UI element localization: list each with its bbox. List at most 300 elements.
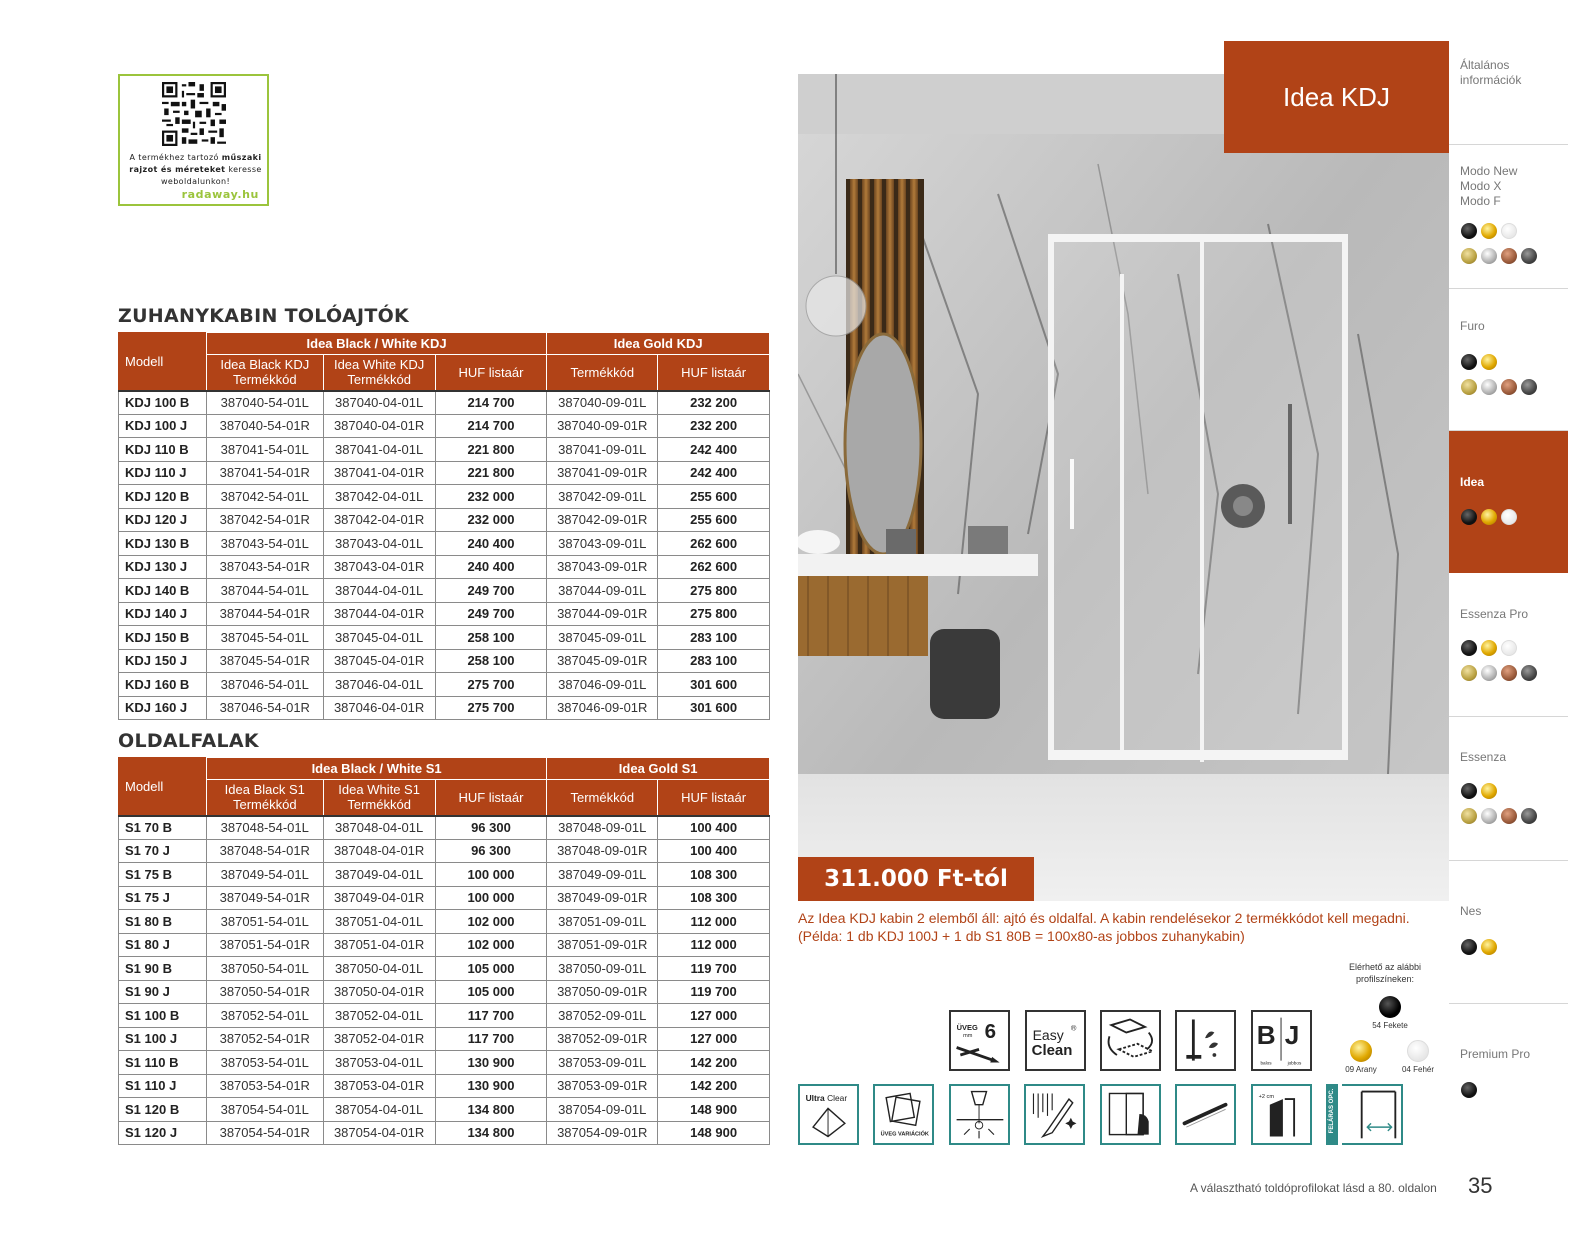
price-cell: 105 000: [435, 980, 547, 1004]
group-header-gold: Idea Gold KDJ: [547, 333, 770, 355]
table-row: [119, 933, 770, 957]
price-cell: 102 000: [435, 933, 547, 957]
svg-text:Clean: Clean: [1031, 1041, 1073, 1059]
gold-code-cell: 387045-09-01R: [547, 649, 658, 673]
left-right-version-icon: [1251, 1010, 1312, 1071]
black-code-cell: 387050-54-01L: [206, 957, 323, 981]
doors-table-body: [119, 391, 770, 720]
white-code-cell: 387053-04-01L: [323, 1051, 435, 1075]
table-row: [119, 886, 770, 910]
extension-profile-icon: [1251, 1084, 1312, 1145]
laser-cut-icon: [949, 1084, 1010, 1145]
table-row: [119, 863, 770, 887]
black-code-cell: 387050-54-01R: [206, 980, 323, 1004]
model-cell: KDJ 130 J: [119, 555, 207, 579]
white-code-cell: 387054-04-01L: [323, 1098, 435, 1122]
svg-text:B: B: [1256, 1019, 1276, 1050]
gold-price-cell: 255 600: [658, 508, 770, 532]
doors-price-table: [118, 332, 770, 720]
model-cell: S1 90 J: [119, 980, 207, 1004]
model-cell: KDJ 150 B: [119, 626, 207, 650]
white-code-cell: 387043-04-01R: [323, 555, 435, 579]
black-code-cell: 387045-54-01L: [206, 626, 323, 650]
swatch-silver-icon: [1481, 665, 1497, 681]
group-header-black-white: Idea Black / White KDJ: [206, 333, 546, 355]
swatch-brushed-gold-icon: [1461, 248, 1477, 264]
svg-text:6: 6: [984, 1020, 997, 1044]
model-cell: S1 70 B: [119, 816, 207, 840]
qr-code-icon[interactable]: [162, 82, 226, 146]
gold-price-cell: 283 100: [658, 626, 770, 650]
swatch-gold-icon: [1481, 640, 1497, 656]
qr-caption: A termékhez tartozó műszaki rajzot és méreteket keresse weboldalunkon!: [129, 153, 262, 186]
col-header-gold-code: Termékkód: [547, 780, 658, 816]
table-row: [119, 532, 770, 556]
gold-code-cell: 387043-09-01R: [547, 555, 658, 579]
model-cell: S1 100 J: [119, 1027, 207, 1051]
svg-text:balos: balos: [1260, 1060, 1272, 1066]
gold-price-cell: 275 800: [658, 579, 770, 603]
group-header-black-white: Idea Black / White S1: [206, 758, 546, 780]
gold-code-cell: 387053-09-01R: [547, 1074, 658, 1098]
gold-price-cell: 112 000: [658, 933, 770, 957]
gold-price-cell: 142 200: [658, 1051, 770, 1075]
swatch-brushed-gold-icon: [1461, 665, 1477, 681]
gold-code-cell: 387054-09-01R: [547, 1121, 658, 1145]
swatch-copper-icon: [1501, 379, 1517, 395]
white-code-cell: 387048-04-01R: [323, 839, 435, 863]
swatch-copper-icon: [1501, 248, 1517, 264]
svg-text:J: J: [1284, 1019, 1300, 1050]
gold-code-cell: 387040-09-01L: [547, 391, 658, 415]
price-cell: 96 300: [435, 816, 547, 840]
model-cell: KDJ 160 J: [119, 696, 207, 720]
col-header-gold-price: HUF listaár: [658, 355, 770, 391]
model-cell: S1 90 B: [119, 957, 207, 981]
col-header-price: HUF listaár: [435, 780, 547, 816]
col-header-black-code: Idea Black KDJ Termékkód: [206, 355, 323, 391]
gold-price-cell: 301 600: [658, 696, 770, 720]
model-cell: S1 75 J: [119, 886, 207, 910]
price-cell: 221 800: [435, 461, 547, 485]
gold-code-cell: 387041-09-01R: [547, 461, 658, 485]
model-cell: KDJ 110 B: [119, 438, 207, 462]
availability-title: Elérhető az alábbi profilszíneken:: [1348, 962, 1422, 984]
price-cell: 134 800: [435, 1098, 547, 1122]
gold-code-cell: 387051-09-01R: [547, 933, 658, 957]
swatch-gold-icon: [1481, 783, 1497, 799]
gold-price-cell: 127 000: [658, 1027, 770, 1051]
gold-price-cell: 148 900: [658, 1098, 770, 1122]
price-from-badge: 311.000 Ft-tól: [798, 857, 1034, 901]
svg-text:Clear: Clear: [827, 1092, 848, 1103]
sidebar-item-label: Nes: [1460, 904, 1482, 918]
profile-gold-label: 09 Arany: [1345, 1065, 1377, 1074]
swatch-black-icon: [1461, 640, 1477, 656]
svg-text:ÜVEG VARIÁCIÓK: ÜVEG VARIÁCIÓK: [880, 1131, 929, 1138]
table-row: [119, 555, 770, 579]
glass-thickness-icon: [949, 1010, 1010, 1071]
profile-black-icon: [1379, 996, 1401, 1018]
svg-text:Ultra: Ultra: [805, 1092, 825, 1103]
white-code-cell: 387049-04-01L: [323, 863, 435, 887]
model-cell: S1 80 J: [119, 933, 207, 957]
gold-code-cell: 387045-09-01L: [547, 626, 658, 650]
group-header-gold: Idea Gold S1: [547, 758, 770, 780]
price-cell: 275 700: [435, 696, 547, 720]
gold-price-cell: 148 900: [658, 1121, 770, 1145]
ultra-clear-glass-icon: [798, 1084, 859, 1145]
order-note-line2: (Példa: 1 db KDJ 100J + 1 db S1 80B = 100x80-as jobbos zuhanykabin): [798, 928, 1245, 944]
model-cell: KDJ 140 B: [119, 579, 207, 603]
series-sidebar: [1449, 41, 1568, 1141]
model-cell: S1 110 J: [119, 1074, 207, 1098]
white-code-cell: 387054-04-01R: [323, 1121, 435, 1145]
sidebar-item-label: Premium Pro: [1460, 1047, 1531, 1061]
sidebar-item-label: Essenza Pro: [1460, 607, 1529, 621]
gold-code-cell: 387050-09-01R: [547, 980, 658, 1004]
black-code-cell: 387040-54-01L: [206, 391, 323, 415]
swatch-gunmetal-icon: [1521, 248, 1537, 264]
white-code-cell: 387052-04-01L: [323, 1004, 435, 1028]
swatch-copper-icon: [1501, 665, 1517, 681]
model-cell: KDJ 130 B: [119, 532, 207, 556]
reversible-icon: [1100, 1010, 1161, 1071]
gold-price-cell: 100 400: [658, 839, 770, 863]
table-row: [119, 1098, 770, 1122]
gold-price-cell: 242 400: [658, 461, 770, 485]
model-cell: S1 120 J: [119, 1121, 207, 1145]
table-row: [119, 696, 770, 720]
gold-price-cell: 301 600: [658, 673, 770, 697]
gold-code-cell: 387052-09-01R: [547, 1027, 658, 1051]
col-header-gold-price: HUF listaár: [658, 780, 770, 816]
model-cell: S1 100 B: [119, 1004, 207, 1028]
swatch-black-icon: [1461, 1082, 1477, 1098]
white-code-cell: 387042-04-01L: [323, 485, 435, 509]
price-cell: 221 800: [435, 438, 547, 462]
gold-price-cell: 142 200: [658, 1074, 770, 1098]
sidebar-item-furo[interactable]: [1449, 289, 1568, 431]
swatch-silver-icon: [1481, 808, 1497, 824]
white-code-cell: 387050-04-01R: [323, 980, 435, 1004]
table-row: [119, 391, 770, 415]
price-cell: 232 000: [435, 485, 547, 509]
price-cell: 100 000: [435, 863, 547, 887]
svg-text:Easy: Easy: [1032, 1027, 1064, 1044]
white-code-cell: 387051-04-01R: [323, 933, 435, 957]
gold-code-cell: 387050-09-01L: [547, 957, 658, 981]
price-cell: 232 000: [435, 508, 547, 532]
easy-cleaning-brush-icon: [1024, 1084, 1085, 1145]
white-code-cell: 387043-04-01L: [323, 532, 435, 556]
gold-code-cell: 387052-09-01L: [547, 1004, 658, 1028]
black-code-cell: 387046-54-01L: [206, 673, 323, 697]
product-photo: [798, 74, 1449, 901]
black-code-cell: 387049-54-01R: [206, 886, 323, 910]
swatch-brushed-gold-icon: [1461, 379, 1477, 395]
profile-black-label: 54 Fekete: [1372, 1021, 1408, 1030]
table-row: [119, 980, 770, 1004]
swatch-gold-icon: [1481, 354, 1497, 370]
gold-price-cell: 112 000: [658, 910, 770, 934]
gold-price-cell: 255 600: [658, 485, 770, 509]
price-cell: 105 000: [435, 957, 547, 981]
doors-section-title: ZUHANYKABIN TOLÓAJTÓK: [118, 305, 410, 327]
price-cell: 258 100: [435, 626, 547, 650]
swatch-black-icon: [1461, 354, 1477, 370]
model-cell: S1 110 B: [119, 1051, 207, 1075]
easy-clean-icon: [1025, 1010, 1086, 1071]
sidebar-item-modo[interactable]: [1449, 145, 1568, 289]
model-cell: KDJ 120 J: [119, 508, 207, 532]
gold-code-cell: 387048-09-01L: [547, 816, 658, 840]
black-code-cell: 387043-54-01R: [206, 555, 323, 579]
modell-header: Modell: [119, 758, 207, 816]
svg-text:jobbos: jobbos: [1287, 1060, 1302, 1066]
table-row: [119, 414, 770, 438]
model-cell: KDJ 160 B: [119, 673, 207, 697]
model-cell: KDJ 100 B: [119, 391, 207, 415]
price-cell: 102 000: [435, 910, 547, 934]
gold-code-cell: 387044-09-01L: [547, 579, 658, 603]
model-cell: KDJ 140 J: [119, 602, 207, 626]
white-code-cell: 387048-04-01L: [323, 816, 435, 840]
table-row: [119, 839, 770, 863]
sidebar-item-general[interactable]: [1449, 41, 1568, 145]
white-code-cell: 387041-04-01R: [323, 461, 435, 485]
glass-variations-icon: [873, 1084, 934, 1145]
swatch-white-icon: [1501, 223, 1517, 239]
swatch-white-icon: [1501, 509, 1517, 525]
black-code-cell: 387043-54-01L: [206, 532, 323, 556]
table-row: [119, 438, 770, 462]
price-cell: 117 700: [435, 1027, 547, 1051]
optional-surcharge-label: FELÁRAS OPC.: [1329, 1088, 1335, 1134]
profile-gold-icon: [1350, 1040, 1372, 1062]
black-code-cell: 387052-54-01R: [206, 1027, 323, 1051]
black-code-cell: 387054-54-01R: [206, 1121, 323, 1145]
gold-code-cell: 387042-09-01R: [547, 508, 658, 532]
sidebar-item-label: Essenza: [1460, 750, 1507, 764]
table-row: [119, 602, 770, 626]
price-cell: 249 700: [435, 602, 547, 626]
gold-price-cell: 119 700: [658, 957, 770, 981]
gold-code-cell: 387044-09-01R: [547, 602, 658, 626]
table-row: [119, 957, 770, 981]
swatch-gunmetal-icon: [1521, 665, 1537, 681]
walls-price-table: [118, 757, 770, 1145]
swatch-gunmetal-icon: [1521, 808, 1537, 824]
price-cell: 117 700: [435, 1004, 547, 1028]
white-code-cell: 387042-04-01R: [323, 508, 435, 532]
swatch-black-icon: [1461, 509, 1477, 525]
sidebar-item-nes[interactable]: [1449, 861, 1568, 1004]
table-row: [119, 649, 770, 673]
black-code-cell: 387049-54-01L: [206, 863, 323, 887]
sidebar-item-label: Modo New Modo X Modo F: [1460, 164, 1518, 208]
profile-white-icon: [1407, 1040, 1429, 1062]
swatch-brushed-gold-icon: [1461, 808, 1477, 824]
price-cell: 275 700: [435, 673, 547, 697]
swatch-white-icon: [1501, 640, 1517, 656]
col-header-price: HUF listaár: [435, 355, 547, 391]
black-code-cell: 387052-54-01L: [206, 1004, 323, 1028]
swatch-black-icon: [1461, 939, 1477, 955]
white-code-cell: 387041-04-01L: [323, 438, 435, 462]
gold-code-cell: 387048-09-01R: [547, 839, 658, 863]
model-cell: S1 70 J: [119, 839, 207, 863]
gold-price-cell: 262 600: [658, 532, 770, 556]
modell-header: Modell: [119, 333, 207, 391]
website-link[interactable]: radaway.hu: [181, 188, 259, 201]
swatch-gold-icon: [1481, 509, 1497, 525]
col-header-black-code: Idea Black S1 Termékkód: [206, 780, 323, 816]
sidebar-item-essenza[interactable]: [1449, 717, 1568, 861]
black-code-cell: 387041-54-01L: [206, 438, 323, 462]
white-code-cell: 387045-04-01R: [323, 649, 435, 673]
qr-info-box: [118, 74, 269, 206]
table-row: [119, 910, 770, 934]
black-code-cell: 387048-54-01R: [206, 839, 323, 863]
table-row: [119, 816, 770, 840]
table-row: [119, 1051, 770, 1075]
drip-profile-icon: [1175, 1010, 1236, 1071]
black-code-cell: 387053-54-01R: [206, 1074, 323, 1098]
swatch-copper-icon: [1501, 808, 1517, 824]
price-cell: 130 900: [435, 1074, 547, 1098]
price-cell: 214 700: [435, 414, 547, 438]
white-code-cell: 387045-04-01L: [323, 626, 435, 650]
gold-price-cell: 108 300: [658, 886, 770, 910]
sidebar-item-label: Idea: [1460, 475, 1485, 489]
table-row: [119, 1027, 770, 1051]
gold-price-cell: 262 600: [658, 555, 770, 579]
price-cell: 130 900: [435, 1051, 547, 1075]
table-row: [119, 1121, 770, 1145]
gold-price-cell: 127 000: [658, 1004, 770, 1028]
svg-text:+2 cm: +2 cm: [1258, 1094, 1274, 1101]
price-cell: 100 000: [435, 886, 547, 910]
white-code-cell: 387044-04-01R: [323, 602, 435, 626]
white-code-cell: 387052-04-01R: [323, 1027, 435, 1051]
gold-code-cell: 387040-09-01R: [547, 414, 658, 438]
table-row: [119, 461, 770, 485]
swatch-black-icon: [1461, 223, 1477, 239]
col-header-white-code: Idea White S1 Termékkód: [323, 780, 435, 816]
swatch-gunmetal-icon: [1521, 379, 1537, 395]
product-title: Idea KDJ: [1224, 41, 1449, 153]
model-cell: S1 80 B: [119, 910, 207, 934]
col-header-gold-code: Termékkód: [547, 355, 658, 391]
sidebar-item-premium-pro[interactable]: [1449, 1004, 1568, 1144]
gold-code-cell: 387049-09-01R: [547, 886, 658, 910]
model-cell: KDJ 110 J: [119, 461, 207, 485]
sliding-wall-icon: [1342, 1084, 1403, 1145]
walls-table-body: [119, 816, 770, 1145]
swatch-silver-icon: [1481, 248, 1497, 264]
gold-code-cell: 387042-09-01L: [547, 485, 658, 509]
model-cell: KDJ 100 J: [119, 414, 207, 438]
gold-price-cell: 100 400: [658, 816, 770, 840]
model-cell: KDJ 120 B: [119, 485, 207, 509]
price-cell: 96 300: [435, 839, 547, 863]
black-code-cell: 387041-54-01R: [206, 461, 323, 485]
page-number: 35: [1468, 1173, 1493, 1198]
svg-text:ÜVEG: ÜVEG: [956, 1022, 978, 1032]
swatch-silver-icon: [1481, 379, 1497, 395]
white-code-cell: 387040-04-01R: [323, 414, 435, 438]
table-row: [119, 508, 770, 532]
table-row: [119, 1074, 770, 1098]
gold-code-cell: 387054-09-01L: [547, 1098, 658, 1122]
white-code-cell: 387050-04-01L: [323, 957, 435, 981]
table-row: [119, 579, 770, 603]
sidebar-item-label: Általános információk: [1460, 58, 1522, 87]
gold-code-cell: 387046-09-01R: [547, 696, 658, 720]
gold-code-cell: 387046-09-01L: [547, 673, 658, 697]
white-code-cell: 387049-04-01R: [323, 886, 435, 910]
black-code-cell: 387040-54-01R: [206, 414, 323, 438]
black-code-cell: 387051-54-01R: [206, 933, 323, 957]
swatch-gold-icon: [1481, 939, 1497, 955]
sidebar-item-idea[interactable]: [1449, 431, 1568, 573]
price-cell: 249 700: [435, 579, 547, 603]
white-code-cell: 387040-04-01L: [323, 391, 435, 415]
table-row: [119, 1004, 770, 1028]
svg-text:mm: mm: [963, 1033, 973, 1040]
black-code-cell: 387044-54-01L: [206, 579, 323, 603]
table-row: [119, 673, 770, 697]
black-code-cell: 387046-54-01R: [206, 696, 323, 720]
swatch-gold-icon: [1481, 223, 1497, 239]
black-code-cell: 387053-54-01L: [206, 1051, 323, 1075]
gold-price-cell: 275 800: [658, 602, 770, 626]
price-cell: 240 400: [435, 555, 547, 579]
model-cell: KDJ 150 J: [119, 649, 207, 673]
gold-price-cell: 242 400: [658, 438, 770, 462]
price-cell: 240 400: [435, 532, 547, 556]
col-header-white-code: Idea White KDJ Termékkód: [323, 355, 435, 391]
gold-price-cell: 232 200: [658, 391, 770, 415]
profile-white-label: 04 Fehér: [1401, 1065, 1435, 1074]
price-cell: 134 800: [435, 1121, 547, 1145]
gold-code-cell: 387043-09-01L: [547, 532, 658, 556]
sidebar-item-label: Furo: [1460, 319, 1485, 333]
optional-surcharge-tag: [1326, 1084, 1338, 1145]
white-code-cell: 387046-04-01L: [323, 673, 435, 697]
gold-price-cell: 108 300: [658, 863, 770, 887]
black-code-cell: 387045-54-01R: [206, 649, 323, 673]
gold-code-cell: 387041-09-01L: [547, 438, 658, 462]
black-code-cell: 387042-54-01R: [206, 508, 323, 532]
white-code-cell: 387044-04-01L: [323, 579, 435, 603]
gold-price-cell: 232 200: [658, 414, 770, 438]
gold-code-cell: 387053-09-01L: [547, 1051, 658, 1075]
gold-code-cell: 387051-09-01L: [547, 910, 658, 934]
price-cell: 258 100: [435, 649, 547, 673]
footer-note: A választható toldóprofilokat lásd a 80. oldalon: [1190, 1181, 1437, 1195]
walls-section-title: OLDALFALAK: [118, 730, 259, 752]
sidebar-item-essenza-pro[interactable]: [1449, 573, 1568, 717]
model-cell: S1 75 B: [119, 863, 207, 887]
table-row: [119, 626, 770, 650]
gold-price-cell: 119 700: [658, 980, 770, 1004]
table-row: [119, 485, 770, 509]
model-cell: S1 120 B: [119, 1098, 207, 1122]
soft-close-handle-icon: [1100, 1084, 1161, 1145]
gold-code-cell: 387049-09-01L: [547, 863, 658, 887]
